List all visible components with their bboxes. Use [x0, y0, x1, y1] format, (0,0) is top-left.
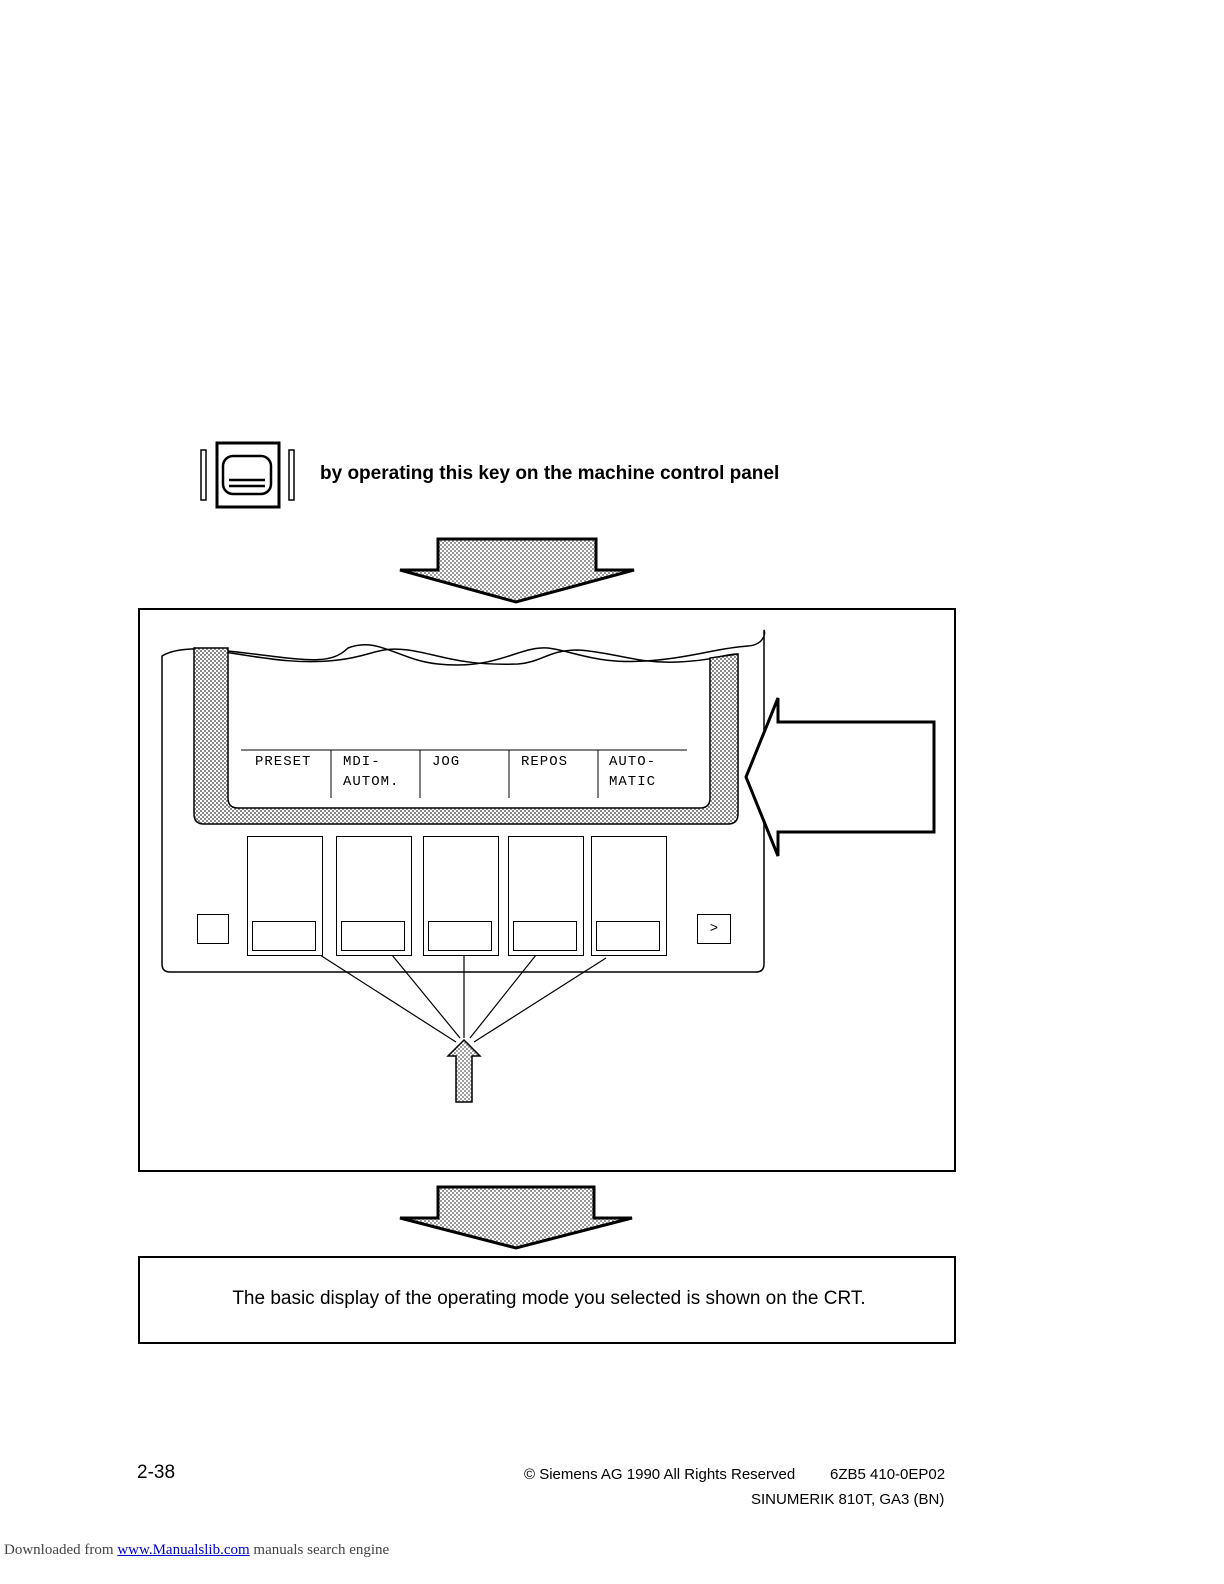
softkey-cap: [596, 921, 660, 951]
key-instruction-text: by operating this key on the machine control panel: [320, 463, 780, 484]
etc-key[interactable]: >: [697, 914, 731, 944]
screen-select-key-icon: [196, 440, 300, 512]
manualslib-link[interactable]: www.Manualslib.com: [117, 1542, 250, 1558]
result-text: The basic display of the operating mode you selected is shown on the CRT.: [232, 1288, 866, 1309]
softkey-cap: [252, 921, 316, 951]
softkey-label-preset: PRESET: [255, 754, 312, 770]
download-line: [4, 1542, 389, 1559]
softkey-repos[interactable]: [508, 836, 584, 956]
softkey-cap: [513, 921, 577, 951]
softkey-preset[interactable]: [247, 836, 323, 956]
copyright-text: © Siemens AG 1990 All Rights Reserved: [524, 1466, 796, 1483]
down-arrow-icon: [396, 536, 640, 606]
softkey-cap: [428, 921, 492, 951]
up-arrow-icon: [448, 1040, 480, 1102]
order-number: 6ZB5 410-0EP02: [830, 1466, 946, 1483]
left-arrow-icon: [746, 698, 934, 856]
product-name: SINUMERIK 810T, GA3 (BN): [751, 1491, 945, 1508]
download-prefix: Downloaded from: [4, 1542, 114, 1558]
softkey-label-repos: REPOS: [521, 754, 569, 770]
down-arrow-icon-2: [396, 1184, 640, 1254]
operator-panel-frame: [138, 608, 956, 1172]
softkey-automatic[interactable]: [591, 836, 667, 956]
softkey-jog[interactable]: [423, 836, 499, 956]
softkey-label-automatic: AUTO- MATIC: [609, 754, 657, 790]
download-suffix: manuals search engine: [253, 1542, 390, 1558]
recall-key[interactable]: [197, 914, 229, 944]
softkey-cap: [341, 921, 405, 951]
softkey-label-jog: JOG: [432, 754, 461, 770]
result-box: [138, 1256, 956, 1344]
page-number: 2-38: [137, 1462, 176, 1483]
softkey-label-mdi-autom: MDI- AUTOM.: [343, 754, 400, 790]
softkey-mdi-autom[interactable]: [336, 836, 412, 956]
